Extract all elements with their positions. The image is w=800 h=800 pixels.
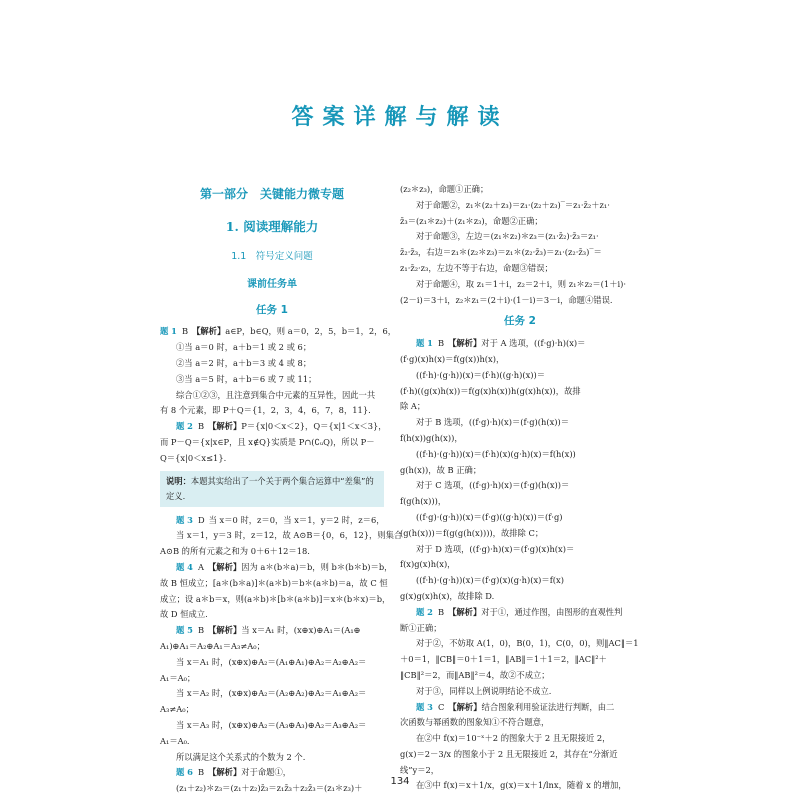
- line-text: P＝{x|0＜x＜2}，Q＝{x|1＜x＜3}，: [241, 421, 387, 432]
- text-line: [160, 639, 384, 655]
- question-answer-line: [160, 560, 393, 576]
- text-line: [400, 668, 640, 684]
- question-number: 题 4: [176, 561, 193, 572]
- text-line: [400, 636, 640, 652]
- answer-block: [400, 182, 640, 308]
- line-text: f(x)g(x)h(x)，: [400, 559, 456, 570]
- analysis-tag: 【解析】: [192, 326, 226, 337]
- note-box: [160, 471, 384, 507]
- line-text: 对于命题②，z₁＊(z₂＋z₃)＝z₁·(z₂＋z₃)‾＝z₁·z̄₂＋z₁·: [416, 199, 610, 210]
- text-line: [160, 403, 384, 419]
- line-text: z̄₃＝(z₁＊z₂)＋(z₁＊z₃)，命题②正确；: [400, 215, 543, 226]
- question-number: 题 3: [416, 701, 433, 712]
- answer-choice: B: [437, 606, 445, 617]
- line-text: (f·h)((g(x)h(x))＝f(g(x)h(x))h(g(x)h(x))，故排: [400, 385, 581, 396]
- text-line: [160, 435, 384, 451]
- answer-choice: A: [197, 561, 204, 572]
- line-text: (z₁＋z₂)＊z₃＝(z₁＋z₂)z̄₃＝z₁z̄₃＋z₂z̄₃＝(z₁＊z₃)＋: [176, 783, 363, 794]
- line-text: 对于 B 选项，((f·g)·h)(x)＝(f·g)(h(x))＝: [416, 417, 570, 428]
- line-text: ①当 a＝0 时，a＋b＝1 或 2 或 6；: [176, 342, 312, 353]
- right-column: [400, 182, 640, 794]
- answer-choice: B: [181, 326, 189, 337]
- text-line: [400, 261, 640, 277]
- line-text: 当 x＝0 时，z＝0，当 x＝1，y＝2 时，z＝6，: [208, 514, 385, 525]
- line-text: (g(h(x)))＝f(g(g(h(x))))，故排除 C；: [400, 527, 544, 538]
- line-text: g(x)g(x)h(x)，故排除 D.: [400, 590, 495, 601]
- line-text: f(h(x))g(h(x))，: [400, 432, 463, 443]
- text-line: [160, 702, 384, 718]
- line-text: 对于 C 选项，((f·g)·h)(x)＝(f·g)(h(x))＝: [416, 480, 570, 491]
- question-answer-line: [400, 700, 640, 716]
- line-text: 对于 D 选项，((f·g)·h)(x)＝(f·g)(x)h(x)＝: [416, 543, 575, 554]
- text-line: [160, 671, 384, 687]
- text-line: [160, 686, 384, 702]
- text-line: [160, 356, 384, 372]
- line-text: 断①正确；: [400, 622, 442, 633]
- line-text: 结合图象利用验证法进行判断，由二: [481, 701, 615, 712]
- question-answer-line: [160, 324, 397, 340]
- answer-choice: C: [437, 701, 445, 712]
- line-text: 当 x＝A₁ 时，(x⊕x)⊕A₁＝(A₁⊕: [241, 625, 361, 636]
- line-text: 线”y＝2，: [400, 764, 440, 775]
- answer-choice: D: [197, 514, 205, 525]
- question-number: 题 5: [176, 625, 193, 636]
- text-line: [400, 652, 640, 668]
- text-line: [400, 715, 640, 731]
- text-line: [160, 576, 388, 592]
- task-title: 任务 2: [504, 315, 536, 328]
- line-text: 当 x＝1，y＝3 时，z＝12，故 A⊙B＝{0，6，12}，则集合: [176, 530, 403, 541]
- line-text: Q＝{x|0＜x≤1}.: [160, 452, 227, 463]
- text-line: [400, 494, 640, 510]
- answer-choice: B: [197, 421, 205, 432]
- line-text: (z₂＊z₃)，命题①正确；: [400, 184, 489, 194]
- answer-block: [400, 336, 640, 794]
- text-line: [400, 463, 640, 479]
- text-line: [400, 431, 640, 447]
- answer-choice: B: [197, 625, 205, 636]
- text-line: [160, 528, 403, 544]
- question-answer-line: [160, 513, 384, 529]
- line-text: 当 x＝A₃ 时，(x⊕x)⊕A₂＝(A₃⊕A₃)⊕A₂＝A₃⊕A₂＝: [176, 719, 367, 730]
- line-text: g(h(x))，故 B 正确；: [400, 464, 482, 475]
- question-number: 题 6: [176, 767, 193, 778]
- text-line: [160, 592, 391, 608]
- question-answer-line: [400, 605, 640, 621]
- text-line: [400, 526, 640, 542]
- sub-title: 课前任务单: [247, 278, 297, 290]
- line-text: 对于③，同样以上例说明结论不成立.: [416, 685, 552, 696]
- text-line: [160, 544, 384, 560]
- text-line: [400, 447, 640, 463]
- line-text: 成立；设 a＊b＝x，则(a＊b)＊[b＊(a＊b)]＝x＊(b＊x)＝b，: [160, 593, 391, 604]
- analysis-tag: 【解析】: [448, 606, 482, 617]
- text-line: [400, 731, 640, 747]
- text-line: [160, 340, 384, 356]
- page-number: 134: [390, 776, 410, 787]
- question-number: 题 2: [416, 606, 433, 617]
- line-text: ((f·h)·(g·h))(x)＝(f·g)(x)(g·h)(x)＝f(x): [416, 575, 564, 586]
- line-text: A⊙B 的所有元素之和为 0＋6＋12＝18.: [160, 546, 310, 557]
- line-text: (f·g)(x)h(x)＝f(g(x))h(x)，: [400, 353, 505, 364]
- text-line: [400, 277, 640, 293]
- text-line: [400, 478, 640, 494]
- text-line: [400, 415, 640, 431]
- line-text: f(g(h(x)))，: [400, 496, 447, 507]
- line-text: ((f·h)·(g·h))(x)＝(f·h)(x)(g·h)(x)＝f(h(x)): [416, 448, 576, 459]
- text-line: [400, 399, 640, 415]
- analysis-tag: 【解析】: [448, 338, 482, 349]
- line-text: 在②中 f(x)＝10⁻ˣ＋2 的图象大于 2 且无限接近 2，: [416, 733, 611, 744]
- line-text: 在③中 f(x)＝x＋1/x，g(x)＝x＋1/lnx，随着 x 的增加，: [416, 780, 627, 791]
- text-line: [400, 384, 640, 400]
- line-text: A₁＝A₀.: [160, 735, 190, 746]
- line-text: 有 8 个元素，即 P＋Q＝{1，2，3，4，6，7，8，11}.: [160, 405, 371, 416]
- text-line: [400, 557, 640, 573]
- analysis-tag: 【解析】: [208, 625, 242, 636]
- question-answer-line: [160, 623, 384, 639]
- line-text: 对于①，通过作图，由图形的直观性判: [481, 606, 623, 617]
- line-text: 次函数与幂函数的图象知①不符合题意，: [400, 717, 550, 728]
- section-title: 1.1 符号定义问题: [231, 251, 313, 262]
- line-text: 故 B 恒成立；[a＊(b＊a)]＊(a＊b)＝b＊(a＊b)＝a，故 C 恒: [160, 577, 388, 588]
- line-text: z̄₂·z̄₃，右边＝z₁＊(z₂＊z₃)＝z₁＊(z₂·z̄₃)＝z₁·(z₂·z̄₃)‾＝: [400, 247, 602, 258]
- line-text: 对于命题④，取 z₁＝1＋i，z₂＝2＋i，则 z₁＊z₂＝(1＋i)·: [416, 278, 627, 289]
- analysis-tag: 【解析】: [208, 421, 242, 432]
- line-text: g(x)＝2－3/x 的图象小于 2 且无限接近 2，其存在“分渐近: [400, 748, 618, 759]
- text-line: [400, 542, 640, 558]
- line-text: A₁)⊕A₁＝A₂⊕A₁＝A₃≠A₀；: [160, 640, 265, 651]
- text-line: [400, 245, 640, 261]
- line-text: 当 x＝A₂ 时，(x⊕x)⊕A₂＝(A₂⊕A₂)⊕A₂＝A₁⊕A₂＝: [176, 688, 367, 699]
- text-line: [400, 352, 640, 368]
- line-text: 所以满足这个关系式的个数为 2 个.: [176, 751, 306, 762]
- text-line: [400, 229, 640, 245]
- text-line: [160, 718, 384, 734]
- line-text: ③当 a＝5 时，a＋b＝6 或 7 或 11；: [176, 373, 317, 384]
- text-line: [160, 388, 384, 404]
- task-title: 任务 1: [256, 303, 288, 316]
- analysis-tag: 【解析】: [448, 701, 482, 712]
- note-text: 本题其实给出了一个关于两个集合运算中“差集”的定义.: [166, 475, 374, 501]
- text-line: [160, 750, 384, 766]
- text-line: [160, 451, 384, 467]
- line-text: 因为 a＊(b＊a)＝b，则 b＊(b＊b)＝b，: [241, 561, 393, 572]
- text-line: [400, 684, 640, 700]
- line-text: 对于命题①，: [241, 767, 292, 778]
- line-text: ＋0＝1，‖CB‖＝0＋1＝1，‖AB‖＝1＋1＝2，‖AC‖²＋: [400, 654, 607, 665]
- text-line: [400, 621, 640, 637]
- line-text: 而 P－Q＝{x|x∈P，且 x∉Q}实质是 P∩(∁ᵤQ)，所以 P－: [160, 436, 375, 447]
- line-text: A₃≠A₀；: [160, 704, 194, 715]
- text-line: [400, 510, 640, 526]
- line-text: 对于②，不妨取 A(1，0)，B(0，1)，C(0，0)，则‖AC‖＝1: [416, 638, 639, 649]
- question-number: 题 2: [176, 421, 193, 432]
- text-line: [400, 573, 640, 589]
- line-text: a∈P，b∈Q，则 a＝0，2，5，b＝1，2，6，: [225, 326, 397, 337]
- line-text: 对于 A 选项，((f·g)·h)(x)＝: [481, 338, 586, 349]
- analysis-tag: 【解析】: [207, 561, 242, 572]
- line-text: z₁·z̄₂·z₃，左边不等于右边，命题③错误；: [400, 262, 553, 273]
- line-text: 综合①②③，且注意到集合中元素的互异性，因此一共: [176, 389, 376, 400]
- part-title: 第一部分 关键能力微专题: [199, 187, 344, 201]
- note-label: 说明：: [166, 475, 191, 486]
- text-line: [160, 607, 384, 623]
- page-title: 答案详解与解读: [291, 104, 509, 130]
- text-line: [160, 372, 384, 388]
- line-text: 当 x＝A₁ 时，(x⊕x)⊕A₂＝(A₁⊕A₁)⊕A₂＝A₂⊕A₂＝: [176, 656, 367, 667]
- text-line: [160, 734, 384, 750]
- line-text: (2－i)＝3＋i，z₂＊z₁＝(2＋i)·(1－i)＝3－i，命题④错误.: [400, 294, 613, 305]
- line-text: 故 D 恒成立.: [160, 609, 208, 620]
- text-line: [400, 747, 640, 763]
- line-text: ②当 a＝2 时，a＋b＝3 或 4 或 8；: [176, 357, 312, 368]
- answer-block: [160, 324, 397, 466]
- question-answer-line: [160, 419, 387, 435]
- text-line: [400, 368, 640, 384]
- text-line: [160, 655, 384, 671]
- question-answer-line: [400, 336, 640, 352]
- answer-choice: B: [437, 338, 445, 349]
- text-line: [400, 293, 640, 309]
- answer-choice: B: [197, 767, 205, 778]
- text-line: [400, 589, 640, 605]
- text-line: [400, 214, 640, 230]
- line-text: 除 A；: [400, 401, 426, 412]
- question-number: 题 3: [176, 514, 193, 525]
- text-line: [400, 198, 640, 214]
- chapter-title: 1. 阅读理解能力: [225, 219, 319, 234]
- line-text: 对于命题③，左边＝(z₁＊z₂)＊z₃＝(z₁·z̄₂)·z̄₃＝z₁·: [416, 231, 599, 242]
- analysis-tag: 【解析】: [208, 767, 242, 778]
- line-text: A₁＝A₀；: [160, 672, 196, 683]
- line-text: ((f·h)·(g·h))(x)＝(f·h)((g·h)(x))＝: [416, 369, 546, 380]
- question-number: 题 1: [416, 338, 433, 349]
- line-text: ‖CB‖²＝2，而‖AB‖²＝4，故②不成立；: [400, 669, 550, 680]
- question-number: 题 1: [160, 326, 177, 337]
- line-text: ((f·g)·(g·h))(x)＝(f·g)((g·h)(x))＝(f·g): [416, 511, 563, 522]
- text-line: [400, 182, 640, 198]
